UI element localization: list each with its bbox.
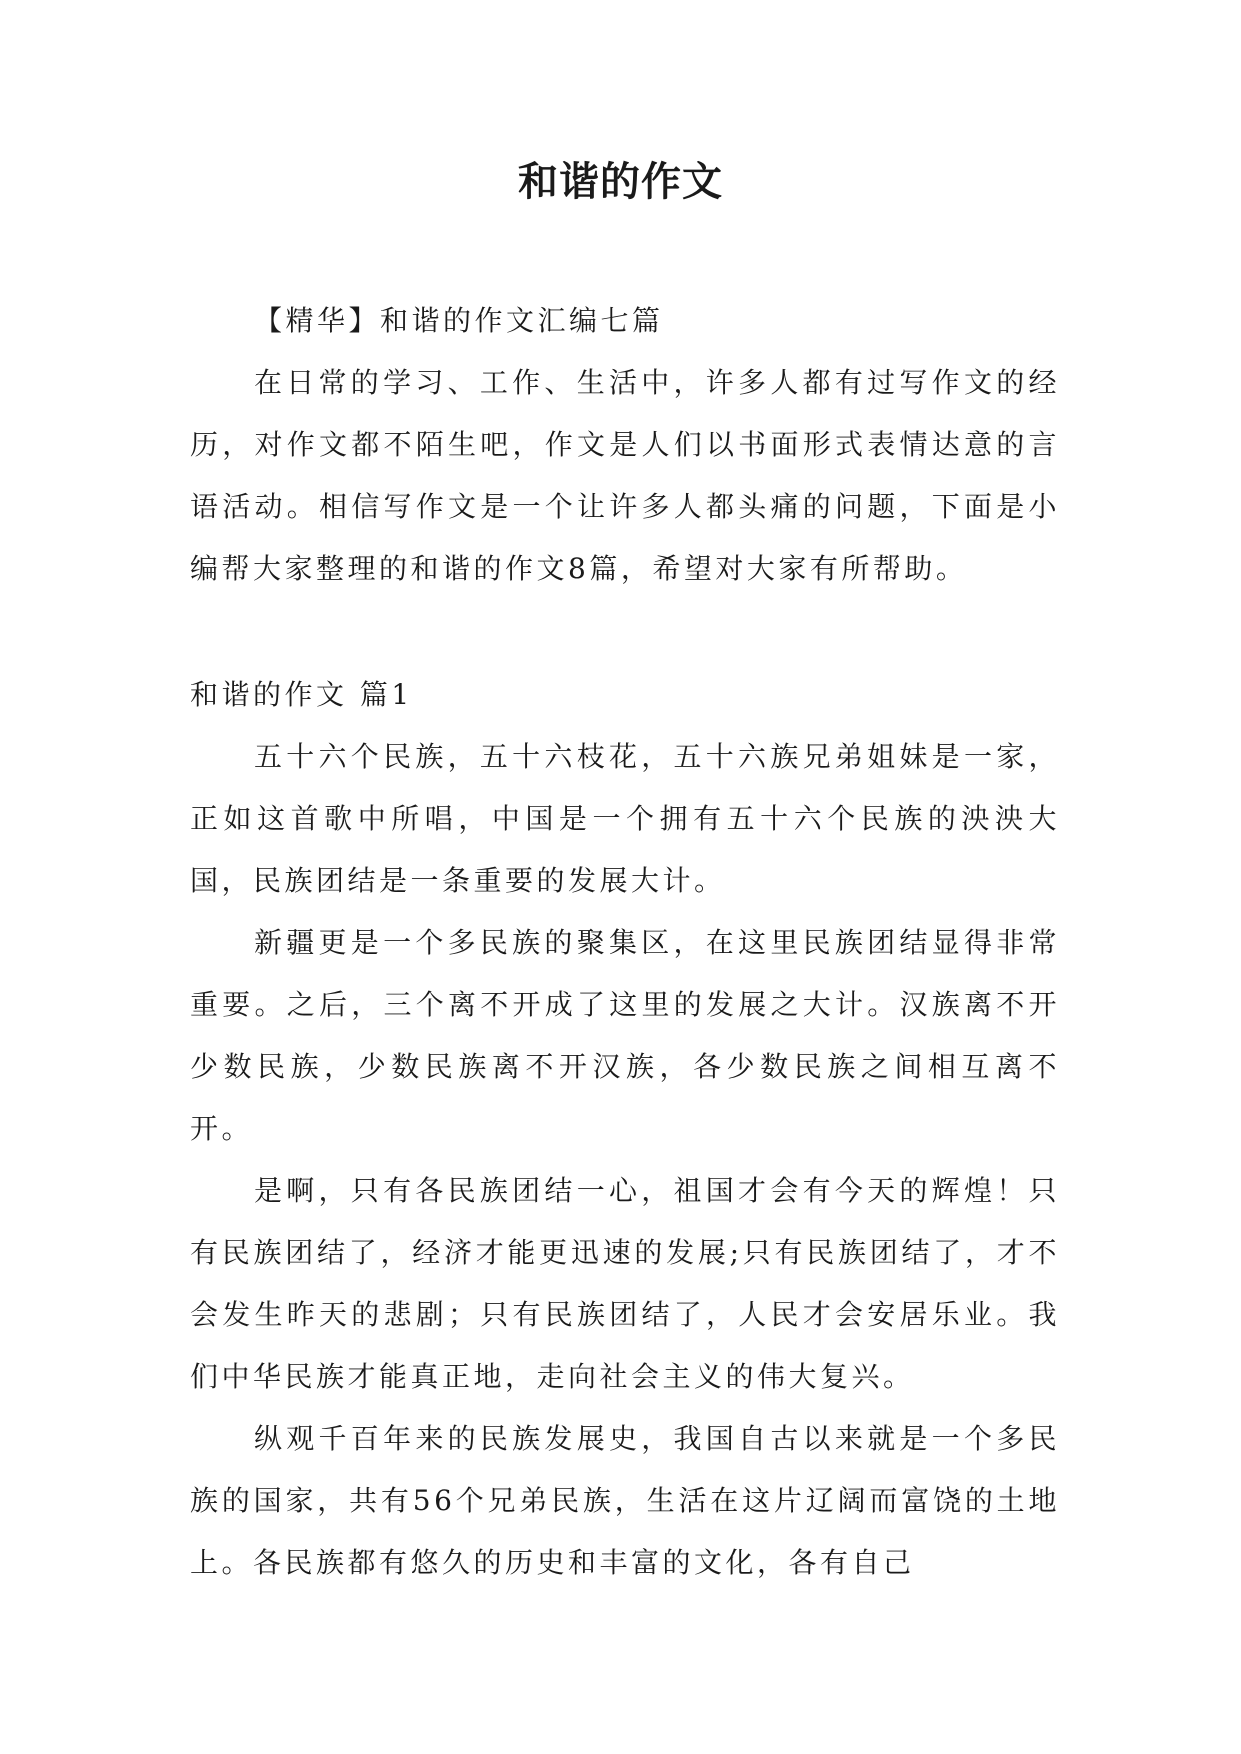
body-paragraph: 是啊，只有各民族团结一心，祖国才会有今天的辉煌！只有民族团结了，经济才能更迅速的发展;只有民族团结了，才不会发生昨天的悲剧；只有民族团结了，人民才会安居乐业。我们中华民族才能真正地，走向社会主义的伟大复兴。	[190, 1174, 1060, 1393]
section-gap	[190, 600, 1060, 664]
body-paragraph: 五十六个民族，五十六枝花，五十六族兄弟姐妹是一家，正如这首歌中所唱，中国是一个拥有五十六个民族的泱泱大国，民族团结是一条重要的发展大计。	[190, 740, 1060, 897]
intro-paragraph: 在日常的学习、工作、生活中，许多人都有过写作文的经历，对作文都不陌生吧，作文是人们以书面形式表情达意的言语活动。相信写作文是一个让许多人都头痛的问题，下面是小编帮大家整理的和谐的作文8篇，希望对大家有所帮助。	[190, 366, 1060, 585]
section-heading: 和谐的作文 篇1	[190, 678, 413, 711]
body-paragraph: 纵观千百年来的民族发展史，我国自古以来就是一个多民族的国家，共有56个兄弟民族，生活在这片辽阔而富饶的土地上。各民族都有悠久的历史和丰富的文化，各有自己	[190, 1422, 1060, 1579]
document-subtitle: 【精华】和谐的作文汇编七篇	[254, 304, 664, 337]
body-paragraph: 新疆更是一个多民族的聚集区，在这里民族团结显得非常重要。之后，三个离不开成了这里的发展之大计。汉族离不开少数民族，少数民族离不开汉族，各少数民族之间相互离不开。	[190, 926, 1060, 1145]
document-title: 和谐的作文	[518, 158, 723, 205]
document-body	[190, 290, 1060, 1594]
